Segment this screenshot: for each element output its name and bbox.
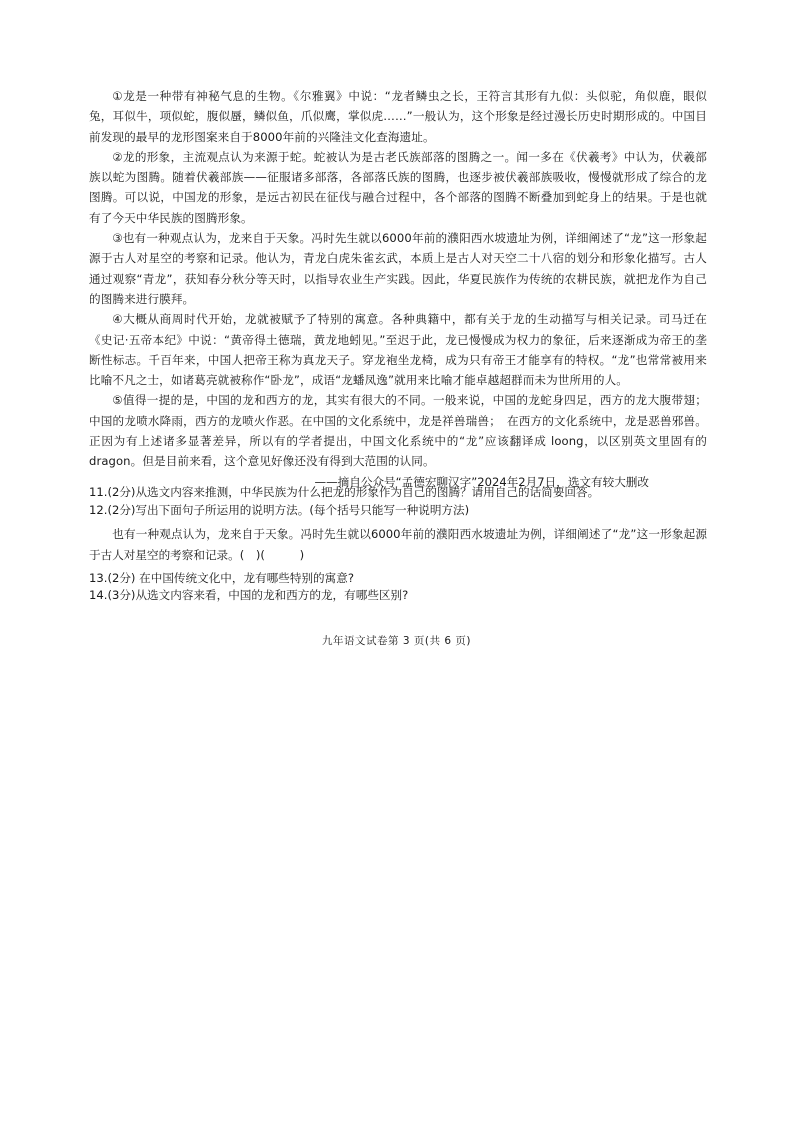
paragraph-4: ④大概从商周时代开始，龙就被赋予了特别的寓意。各种典籍中，都有关于龙的生动描写与相关记录。司马迁在《史记·五帝本纪》中说：“黄帝得土德瑞，黄龙地蚓见。”至迟于此，龙已慢慢成为权力的象征，后来逐渐成为帝王的垄断性标志。千百年来，中国人把帝王称为真龙天子。穿龙袍坐龙椅，成为只有帝王才能享有的特权。“龙”也常常被用来比喻不凡之士，如诸葛亮就被称作“卧龙”，成语“龙蟠凤逸”就用来比喻才能卓越超群而未为世所用的人。 [89,312,707,388]
question-14: 14.(3分)从选文内容来看，中国的龙和西方的龙，有哪些区别? [89,588,409,603]
question-13: 13.(2分) 在中国传统文化中，龙有哪些特别的寓意? [89,570,354,585]
article-source: ——摘自公众号“孟德宏聊汉字”2024年2月7日，选文有较大删改 [314,474,649,489]
paragraph-3: ③也有一种观点认为，龙来自于天象。冯时先生就以6000年前的濮阳西水坡遗址为例，详细阐述了“龙”这一形象起源于古人对星空的考察和记录。他认为，青龙白虎朱雀玄武，本质上是古人对天空二十八宿的划分和形象化描写。古人通过观察“青龙”，获知春分秋分等天时，以指导农业生产实践。因此，华夏民族作为传统的农耕民族，就把龙作为自己的图腾来进行膜拜。 [89,231,707,306]
page-footer: 九年语文试卷第 3 页(共 6 页) [322,635,471,647]
paragraph-5: ⑤值得一提的是，中国的龙和西方的龙，其实有很大的不同。一般来说，中国的龙蛇身四足，西方的龙大腹带翅；中国的龙喷水降雨，西方的龙喷火作恶。在中国的文化系统中，龙是祥兽瑞兽； 在西方的文化系统中，龙是恶兽邪兽。正因为有上述诸多显著差异，所以有的学者提出，中国文化系统中的“龙”应该翻译成 loong，以区别英文里固有的 dragon。但是目前来看，这个意见好像还没有得到大范围的认同。 [89,393,707,469]
question-11: 11.(2分)从选文内容来推测，中华民族为什么把龙的形象作为自己的图腾？请用自己的话简要回答。 [89,485,600,499]
question-12-quote: 也有一种观点认为，龙来自于天象。冯时先生就以6000年前的濮阳西水坡遗址为例，详细阐述了“龙”这一形象起源于古人对星空的考察和记录。( )( ) [89,526,707,562]
paragraph-2: ②龙的形象，主流观点认为来源于蛇。蛇被认为是古老氏族部落的图腾之一。闻一多在《伏羲考》中认为，伏羲部族以蛇为图腾。随着伏羲部族——征服诸多部落，各部落氏族的图腾，也逐步被伏羲部族吸收，慢慢就形成了综合的龙图腾。可以说，中国龙的形象，是远古初民在征伐与融合过程中，各个部落的图腾不断叠加到蛇身上的结果。于是也就有了今天中华民族的图腾形象。 [89,149,707,225]
question-12: 12.(2分)写出下面句子所运用的说明方法。(每个括号只能写一种说明方法) [89,502,470,517]
paragraph-1: ①龙是一种带有神秘气息的生物。《尔雅翼》中说：“龙者鳞虫之长，王符言其形有九似：头似驼，角似鹿，眼似兔，耳似牛，项似蛇，腹似蜃，鳞似鱼，爪似鹰，掌似虎……”一般认为，这个形象是经过漫长历史时期形成的。中国目前发现的最早的龙形图案来自于8000年前的兴隆洼文化查海遗址。 [89,89,707,144]
question-list [89,484,707,605]
reading-article [89,86,707,492]
